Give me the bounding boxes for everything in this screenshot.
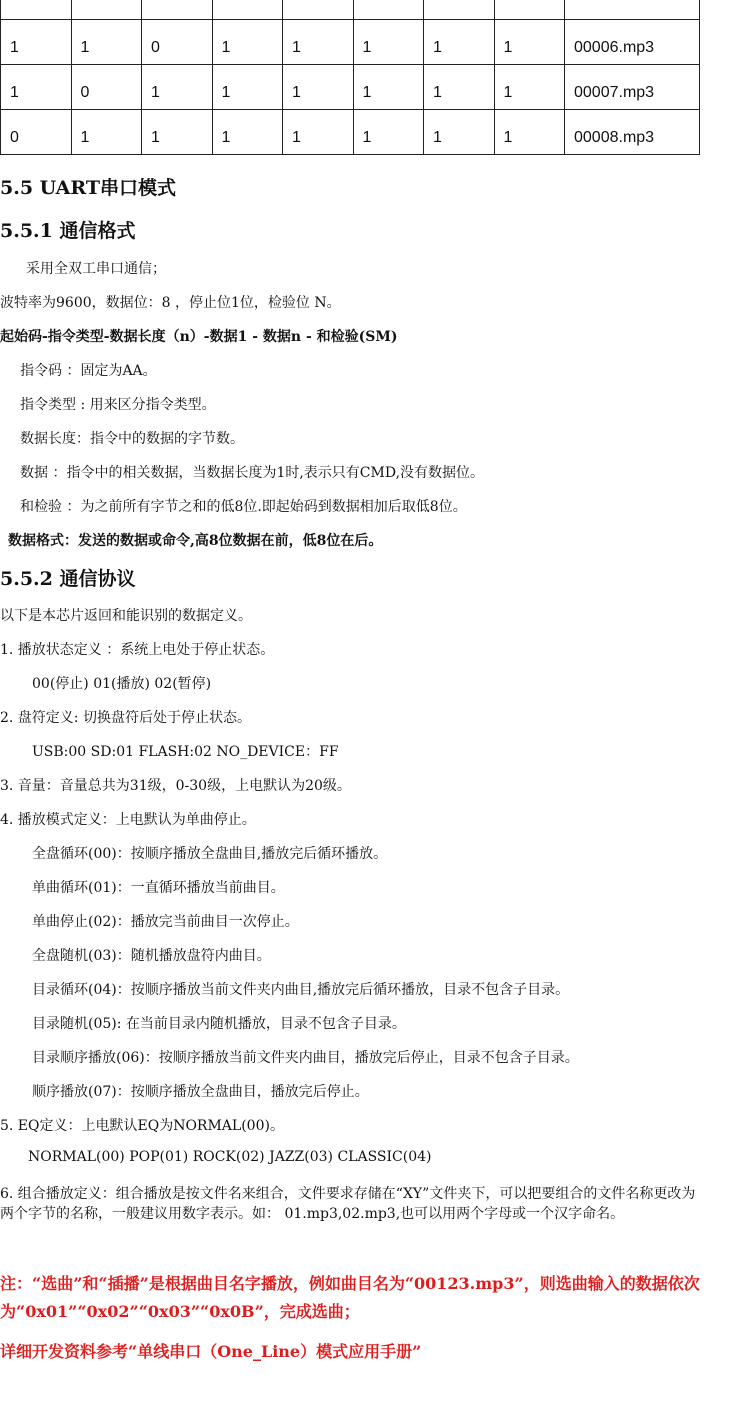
list-item-volume: 3. 音量：音量总共为31级，0-30级，上电默认为20级。: [0, 778, 351, 794]
table-cell: 0: [71, 65, 142, 110]
list-item-eq: 5. EQ定义：上电默认EQ为NORMAL(00)。: [0, 1118, 284, 1134]
paragraph-data-format: 数据格式：发送的数据或命令,高8位数据在前，低8位在后。: [8, 533, 383, 549]
table-cell: 1: [283, 65, 354, 110]
table-cell: [494, 0, 565, 20]
table-cell: [565, 0, 700, 20]
table-cell: 1: [494, 110, 565, 155]
paragraph-frame-format: 起始码-指令类型-数据长度（n）-数据1 - 数据n - 和检验(SM): [0, 329, 398, 345]
table-cell: 1: [424, 110, 495, 155]
table-cell: 1: [424, 65, 495, 110]
table-cell: [212, 0, 283, 20]
table-row: [1, 0, 700, 20]
table-cell: 1: [353, 110, 424, 155]
table-cell: 1: [212, 20, 283, 65]
paragraph-command-type: 指令类型 : 用来区分指令类型。: [20, 397, 216, 413]
table-cell: 00007.mp3: [565, 65, 700, 110]
list-item-combo-play-line2: 两个字节的名称，一般建议用数字表示。如： 01.mp3,02.mp3,也可以用两个字母或一个汉字命名。: [0, 1206, 625, 1222]
table-cell: 1: [71, 20, 142, 65]
table-cell: 1: [424, 20, 495, 65]
list-item-drive: 2. 盘符定义: 切换盘符后处于停止状态。: [0, 710, 251, 726]
paragraph-data: 数据 ：指令中的相关数据，当数据长度为1时,表示只有CMD,没有数据位。: [20, 465, 485, 481]
table-cell: 0: [142, 20, 213, 65]
paragraph-definitions-intro: 以下是本芯片返回和能识别的数据定义。: [0, 608, 252, 624]
table-cell: 1: [283, 110, 354, 155]
list-item-play-mode: 4. 播放模式定义：上电默认为单曲停止。: [0, 812, 256, 828]
table-cell: 1: [1, 20, 72, 65]
table-cell: [353, 0, 424, 20]
list-item-drive-values: USB:00 SD:01 FLASH:02 NO_DEVICE：FF: [32, 744, 339, 760]
play-mode-07: 顺序播放(07)：按顺序播放全盘曲目，播放完后停止。: [32, 1084, 369, 1100]
paragraph-baud-rate: 波特率为9600，数据位：8 ，停止位1位，检验位 N。: [0, 295, 341, 311]
table-cell: 00006.mp3: [565, 20, 700, 65]
note-line-1: 注：“选曲”和“插播”是根据曲目名字播放，例如曲目名为“00123.mp3”，则选曲输入的数据依次: [0, 1274, 700, 1293]
paragraph-checksum: 和检验 ：为之前所有字节之和的低8位.即起始码到数据相加后取低8位。: [20, 499, 467, 515]
table-cell: 1: [142, 65, 213, 110]
section-heading-5-5-2: 5.5.2 通信协议: [0, 568, 136, 590]
table-row: [1, 110, 700, 155]
play-mode-01: 单曲循环(01)：一直循环播放当前曲目。: [32, 880, 285, 896]
play-mode-04: 目录循环(04)：按顺序播放当前文件夹内曲目,播放完后循环播放，目录不包含子目录。: [32, 982, 570, 998]
table-cell: 1: [494, 65, 565, 110]
table-cell: [283, 0, 354, 20]
pin-combination-table: [0, 0, 700, 155]
table-cell: 1: [1, 65, 72, 110]
play-mode-03: 全盘随机(03)：随机播放盘符内曲目。: [32, 948, 271, 964]
play-mode-02: 单曲停止(02)：播放完当前曲目一次停止。: [32, 914, 299, 930]
table-cell: [424, 0, 495, 20]
table-row: [1, 65, 700, 110]
section-heading-5-5: 5.5 UART串口模式: [0, 177, 176, 199]
play-mode-00: 全盘循环(00)：按顺序播放全盘曲目,播放完后循环播放。: [32, 846, 388, 862]
paragraph-data-length: 数据长度：指令中的数据的字节数。: [20, 431, 244, 447]
table-cell: 1: [142, 110, 213, 155]
table-row: [1, 20, 700, 65]
section-heading-5-5-1: 5.5.1 通信格式: [0, 220, 136, 242]
play-mode-05: 目录随机(05): 在当前目录内随机播放，目录不包含子目录。: [32, 1016, 406, 1032]
note-line-2: 为“0x01”“0x02”“0x03”“0x0B”，完成选曲；: [0, 1302, 360, 1321]
list-item-play-status-values: 00(停止) 01(播放) 02(暂停): [32, 676, 212, 692]
table-cell: [142, 0, 213, 20]
table-cell: [71, 0, 142, 20]
list-item-eq-values: NORMAL(00) POP(01) ROCK(02) JAZZ(03) CLASSIC(04): [28, 1149, 432, 1165]
table-cell: 1: [283, 20, 354, 65]
list-item-play-status: 1. 播放状态定义 ：系统上电处于停止状态。: [0, 642, 275, 658]
table-cell: 1: [71, 110, 142, 155]
list-item-combo-play-line1: 6. 组合播放定义：组合播放是按文件名来组合，文件要求存储在“XY”文件夹下，可以把要组合的文件名称更改为: [0, 1186, 696, 1202]
table-cell: 1: [353, 20, 424, 65]
paragraph-full-duplex: 采用全双工串口通信；: [26, 261, 166, 277]
table-cell: 1: [353, 65, 424, 110]
table-cell: 1: [212, 65, 283, 110]
table-cell: 0: [1, 110, 72, 155]
table-cell: 1: [212, 110, 283, 155]
note-reference-manual: 详细开发资料参考“单线串口（One_Line）模式应用手册”: [0, 1342, 422, 1361]
table-cell: [1, 0, 72, 20]
paragraph-command-code: 指令码 ：固定为AA。: [20, 363, 157, 379]
table-cell: 00008.mp3: [565, 110, 700, 155]
table-cell: 1: [494, 20, 565, 65]
play-mode-06: 目录顺序播放(06)：按顺序播放当前文件夹内曲目，播放完后停止，目录不包含子目录。: [32, 1050, 579, 1066]
